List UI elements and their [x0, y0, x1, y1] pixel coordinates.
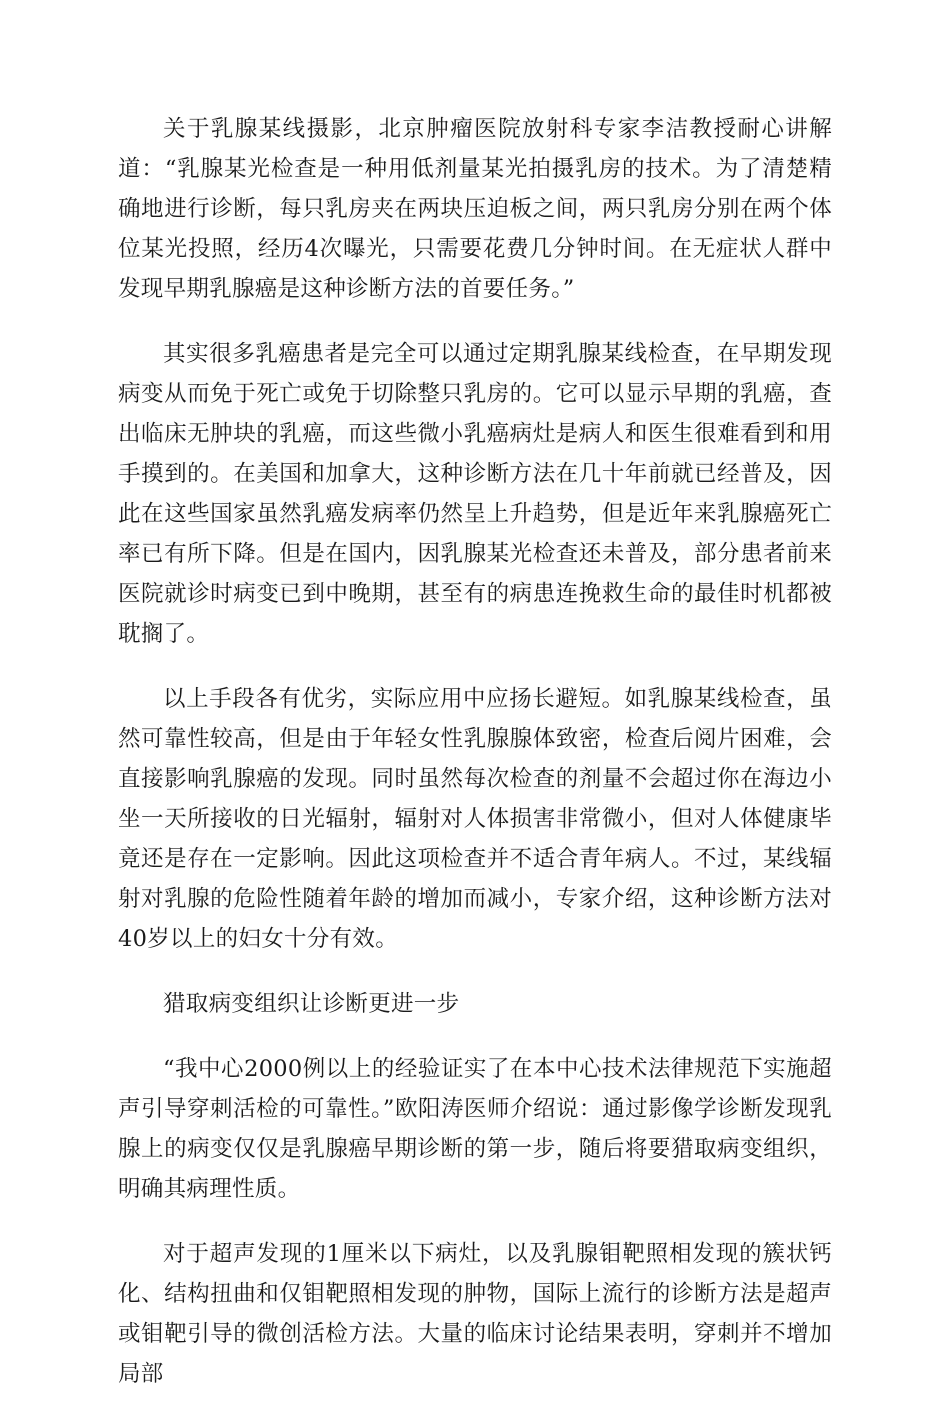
paragraph-early-detection: 其实很多乳癌患者是完全可以通过定期乳腺某线检查，在早期发现病变从而免于死亡或免于切除整只乳房的。它可以显示早期的乳癌，查出临床无肿块的乳癌，而这些微小乳癌病灶是病人和医生很难看到和用手摸到的。在美国和加拿大，这种诊断方法在几十年前就已经普及，因此在这些国家虽然乳癌发病率仍然呈上升趋势，但是近年来乳腺癌死亡率已有所下降。但是在国内，因乳腺某光检查还未普及，部分患者前来医院就诊时病变已到中晚期，甚至有的病患连挽救生命的最佳时机都被耽搁了。 — [118, 341, 832, 647]
paragraph-minimally-invasive-biopsy: 对于超声发现的1厘米以下病灶，以及乳腺钼靶照相发现的簇状钙化、结构扭曲和仅钼靶照相发现的肿物，国际上流行的诊断方法是超声或钼靶引导的微创活检方法。大量的临床讨论结果表明，穿刺并不增加局部 — [118, 1241, 832, 1387]
section-heading: 猎取病变组织让诊断更进一步 — [163, 991, 460, 1017]
paragraph-biopsy-experience: “我中心2000例以上的经验证实了在本中心技术法律规范下实施超声引导穿刺活检的可靠性。”欧阳涛医师介绍说：通过影像学诊断发现乳腺上的病变仅仅是乳腺癌早期诊断的第一步，随后将要猎取病变组织，明确其病理性质。 — [118, 1056, 832, 1202]
document-body — [118, 109, 832, 1419]
paragraph-pros-cons: 以上手段各有优劣，实际应用中应扬长避短。如乳腺某线检查，虽然可靠性较高，但是由于年轻女性乳腺腺体致密，检查后阅片困难，会直接影响乳腺癌的发现。同时虽然每次检查的剂量不会超过你在海边小坐一天所接收的日光辐射，辐射对人体损害非常微小，但对人体健康毕竟还是存在一定影响。因此这项检查并不适合青年病人。不过，某线辐射对乳腺的危险性随着年龄的增加而减小，专家介绍，这种诊断方法对40岁以上的妇女十分有效。 — [118, 686, 832, 952]
paragraph-mammography-explanation: 关于乳腺某线摄影，北京肿瘤医院放射科专家李洁教授耐心讲解道：“乳腺某光检查是一种用低剂量某光拍摄乳房的技术。为了清楚精确地进行诊断，每只乳房夹在两块压迫板之间，两只乳房分别在两个体位某光投照，经历4次曝光，只需要花费几分钟时间。在无症状人群中发现早期乳腺癌是这种诊断方法的首要任务。” — [118, 116, 832, 302]
